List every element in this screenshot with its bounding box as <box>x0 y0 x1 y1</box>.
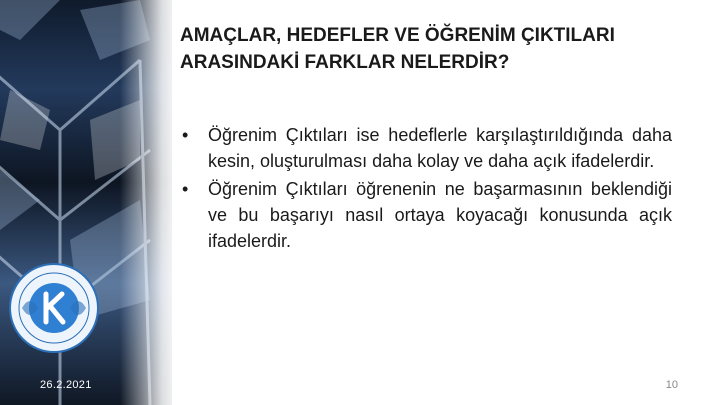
bullet-text: Öğrenim Çıktıları öğrenenin ne başarmasının beklendiği ve bu başarıyı nasıl ortaya koyacağı konusunda açık ifadelerdir. <box>208 179 672 251</box>
bullet-item <box>180 122 672 174</box>
university-seal-icon <box>8 262 100 354</box>
page-number: 10 <box>665 379 678 391</box>
title-line-2: ARASINDAKİ FARKLAR NELERDİR? <box>180 52 510 73</box>
bullet-marker: • <box>182 179 189 199</box>
panel-fade <box>120 0 172 405</box>
bullet-text: Öğrenim Çıktıları ise hedeflerle karşılaştırıldığında daha kesin, oluşturulması daha kolay ve daha açık ifadelerdir. <box>208 125 672 171</box>
decorative-panel <box>0 0 172 405</box>
title-line-1: AMAÇLAR, HEDEFLER VE ÖĞRENİM ÇIKTILARI <box>180 25 615 46</box>
slide-title <box>180 22 680 76</box>
bullet-marker: • <box>182 125 189 145</box>
slide-date: 26.2.2021 <box>40 379 92 391</box>
bullet-list <box>180 122 672 256</box>
bullet-item <box>180 176 672 254</box>
